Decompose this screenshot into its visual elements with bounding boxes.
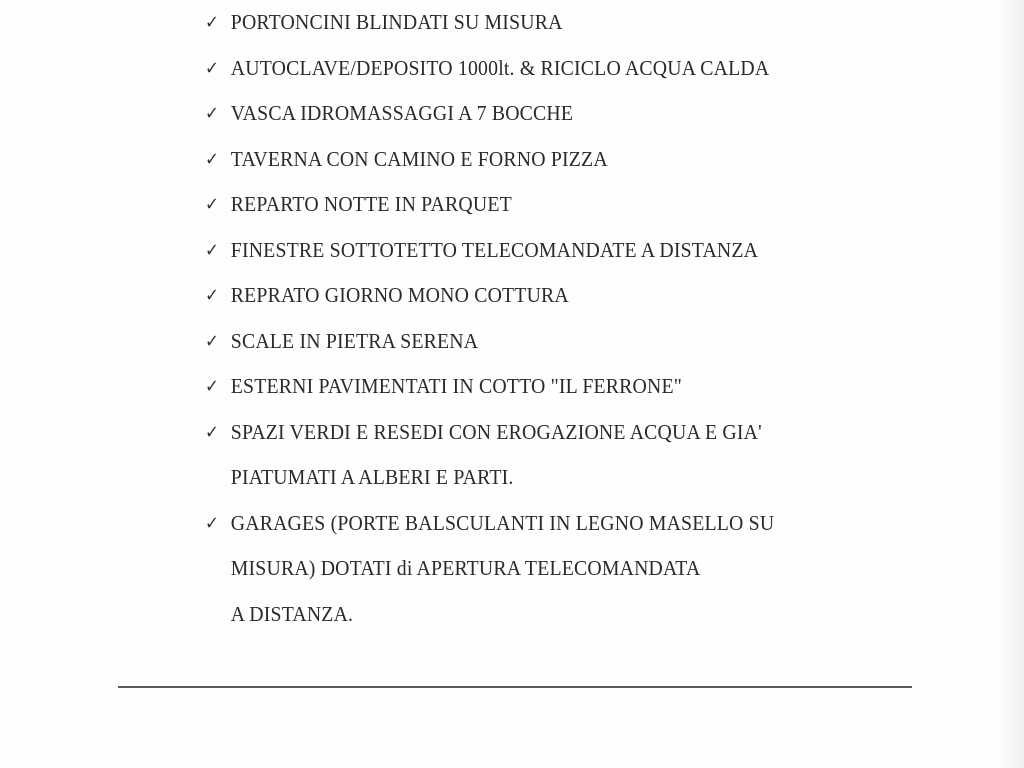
list-item bbox=[205, 273, 774, 319]
list-item bbox=[205, 0, 774, 46]
item-text: SCALE IN PIETRA SERENA bbox=[230, 328, 479, 353]
list-item bbox=[205, 410, 774, 501]
item-text: VASCA IDROMASSAGGI A 7 BOCCHE bbox=[230, 101, 574, 125]
item-text: AUTOCLAVE/DEPOSITO 1000lt. & RICICLO ACQUA CALDA bbox=[230, 55, 770, 80]
features-list bbox=[205, 0, 824, 637]
list-item bbox=[205, 46, 774, 92]
list-item bbox=[205, 364, 774, 410]
item-text-continuation: PIATUMATI A ALBERI E PARTI. bbox=[230, 465, 514, 489]
horizontal-divider bbox=[118, 686, 912, 688]
scan-edge-shadow bbox=[996, 0, 1024, 768]
list-item bbox=[205, 182, 774, 228]
checkmark-icon: ✓ bbox=[205, 285, 220, 306]
list-item bbox=[205, 501, 774, 638]
list-item bbox=[205, 91, 774, 137]
checkmark-icon: ✓ bbox=[205, 103, 220, 124]
item-text-continuation: MISURA) DOTATI di APERTURA TELECOMANDATA bbox=[230, 556, 701, 580]
checkmark-icon: ✓ bbox=[205, 239, 220, 261]
item-text: REPARTO NOTTE IN PARQUET bbox=[230, 192, 512, 216]
item-text: SPAZI VERDI E RESEDI CON EROGAZIONE ACQUA E GIA' bbox=[230, 419, 762, 444]
item-text: REPRATO GIORNO MONO COTTURA bbox=[230, 283, 569, 307]
checkmark-icon: ✓ bbox=[205, 148, 220, 170]
item-text: FINESTRE SOTTOTETTO TELECOMANDATE A DISTANZA bbox=[230, 237, 759, 262]
item-text: PORTONCINI BLINDATI SU MISURA bbox=[230, 10, 563, 34]
checkmark-icon: ✓ bbox=[205, 512, 220, 534]
list-item bbox=[205, 319, 774, 365]
checkmark-icon: ✓ bbox=[205, 421, 220, 443]
checkmark-icon: ✓ bbox=[205, 12, 220, 33]
checkmark-icon: ✓ bbox=[205, 330, 220, 352]
checkmark-icon: ✓ bbox=[205, 194, 220, 215]
list-item bbox=[205, 137, 774, 183]
item-text: ESTERNI PAVIMENTATI IN COTTO "IL FERRONE" bbox=[230, 374, 683, 398]
checkmark-icon: ✓ bbox=[205, 376, 220, 397]
item-text: TAVERNA CON CAMINO E FORNO PIZZA bbox=[230, 146, 608, 171]
item-text: GARAGES (PORTE BALSCULANTI IN LEGNO MASELLO SU bbox=[230, 510, 775, 535]
list-item bbox=[205, 228, 774, 274]
checkmark-icon: ✓ bbox=[205, 57, 220, 79]
item-text-continuation: A DISTANZA. bbox=[230, 601, 354, 626]
